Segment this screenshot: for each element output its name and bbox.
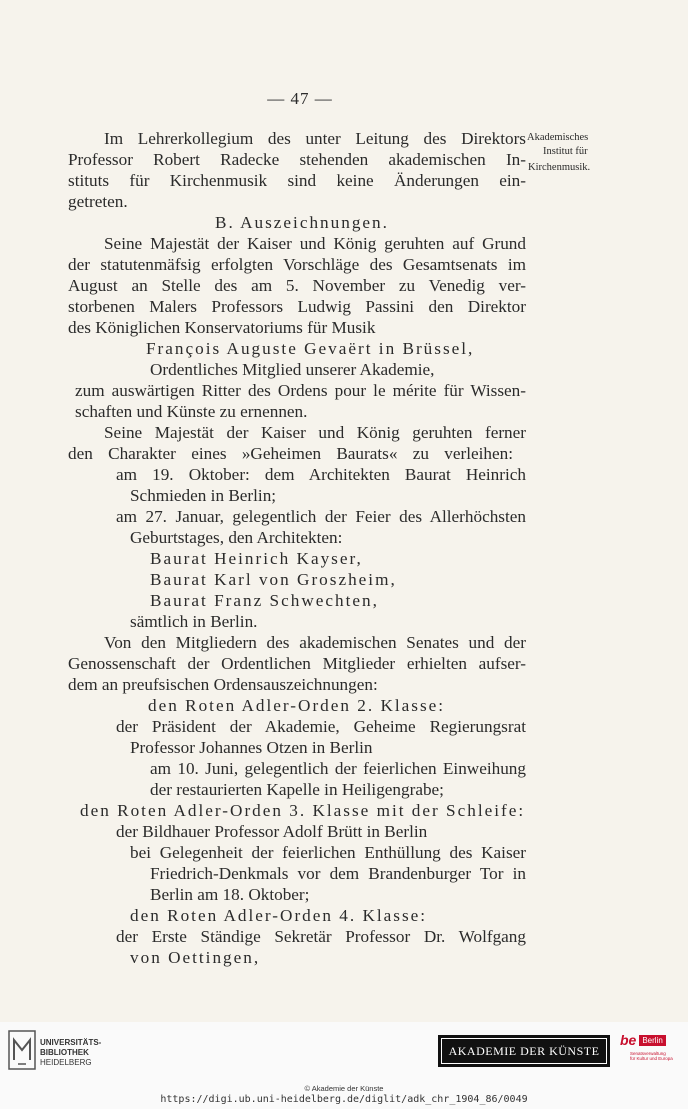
text-line: den Roten Adler-Orden 2. Klasse:	[148, 696, 446, 715]
text-line: Seine Majestät der Kaiser und König geruhten ferner	[104, 423, 526, 442]
page-number: — 47 —	[267, 89, 333, 108]
margin-note-line: Akademisches	[527, 132, 589, 143]
berlin-be-text: be	[620, 1032, 637, 1048]
text-line: am 27. Januar, gelegentlich der Feier des Allerhöchsten	[116, 507, 526, 526]
margin-note-line: Institut für	[543, 146, 588, 157]
text-line: storbenen Malers Professors Ludwig Passini den Direktor	[68, 297, 526, 316]
text-line: den Charakter eines »Geheimen Baurats« zu verleihen:	[68, 444, 513, 463]
section-heading: B. Auszeichnungen.	[215, 213, 389, 232]
university-library-name: UNIVERSITÄTS- BIBLIOTHEK HEIDELBERG	[40, 1038, 102, 1067]
text-line: Baurat Franz Schwechten,	[150, 591, 379, 610]
text-line: den Roten Adler-Orden 4. Klasse:	[130, 906, 428, 925]
text-line: Im Lehrerkollegium des unter Leitung des Direktors	[104, 129, 526, 148]
text-line: am 10. Juni, gelegentlich der feierlichen Einweihung	[150, 759, 526, 778]
text-line: Baurat Heinrich Kayser,	[150, 549, 363, 568]
text-line: stituts für Kirchenmusik sind keine Änderungen ein-	[68, 171, 526, 190]
copyright-notice: © Akademie der Künste	[304, 1084, 384, 1093]
text-line: der statutenmäfsig erfolgten Vorschläge des Gesamtsenats im	[68, 255, 526, 274]
text-line: der Erste Ständige Sekretär Professor Dr. Wolfgang	[116, 927, 526, 946]
text-line: Genossenschaft der Ordentlichen Mitglieder erhielten aufser-	[68, 654, 526, 673]
berlin-sub-label: Senatsverwaltung für Kultur und Europa	[630, 1051, 673, 1061]
text-line: bei Gelegenheit der feierlichen Enthüllung des Kaiser	[130, 843, 526, 862]
text-line: des Königlichen Konservatoriums für Musik	[68, 318, 376, 337]
text-line: den Roten Adler-Orden 3. Klasse mit der Schleife:	[80, 801, 526, 820]
permalink-url[interactable]: https://digi.ub.uni-heidelberg.de/diglit/adk_chr_1904_86/0049	[160, 1094, 528, 1105]
text-line: Seine Majestät der Kaiser und König geruhten auf Grund	[104, 234, 526, 253]
university-library-logo-icon	[8, 1030, 36, 1070]
text-line: Professor Robert Radecke stehenden akademischen In-	[68, 150, 526, 169]
text-line: getreten.	[68, 192, 128, 211]
text-line: Von den Mitgliedern des akademischen Senates und der	[104, 633, 526, 652]
text-line: dem an preufsischen Ordensauszeichnungen:	[68, 675, 378, 694]
text-line: Friedrich-Denkmals vor dem Brandenburger Tor in	[150, 864, 526, 883]
akademie-logo[interactable]: AKADEMIE DER KÜNSTE	[438, 1035, 610, 1067]
text-line: schaften und Künste zu ernennen.	[75, 402, 308, 421]
text-line: zum auswärtigen Ritter des Ordens pour le mérite für Wissen-	[75, 381, 526, 400]
text-line: der Bildhauer Professor Adolf Brütt in Berlin	[116, 822, 428, 841]
text-line: Ordentliches Mitglied unserer Akademie,	[150, 360, 435, 379]
berlin-senate-logo[interactable]	[620, 1032, 678, 1072]
text-line: Baurat Karl von Groszheim,	[150, 570, 397, 589]
margin-note-line: Kirchenmusik.	[528, 162, 591, 173]
text-line: Schmieden in Berlin;	[130, 486, 277, 505]
text-line: der Präsident der Akademie, Geheime Regierungsrat	[116, 717, 526, 736]
text-line: der restaurierten Kapelle in Heiligengrabe;	[150, 780, 444, 799]
text-line: Professor Johannes Otzen in Berlin	[130, 738, 373, 757]
text-line: François Auguste Gevaërt in Brüssel,	[146, 339, 475, 358]
text-line: sämtlich in Berlin.	[130, 612, 258, 631]
text-line: von Oettingen,	[130, 948, 261, 967]
text-line: Berlin am 18. Oktober;	[150, 885, 310, 904]
text-line: Geburtstages, den Architekten:	[130, 528, 343, 547]
text-line: am 19. Oktober: dem Architekten Baurat Heinrich	[116, 465, 526, 484]
text-line: August an Stelle des am 5. November zu Venedig ver-	[68, 276, 526, 295]
berlin-badge: Berlin	[639, 1035, 665, 1046]
